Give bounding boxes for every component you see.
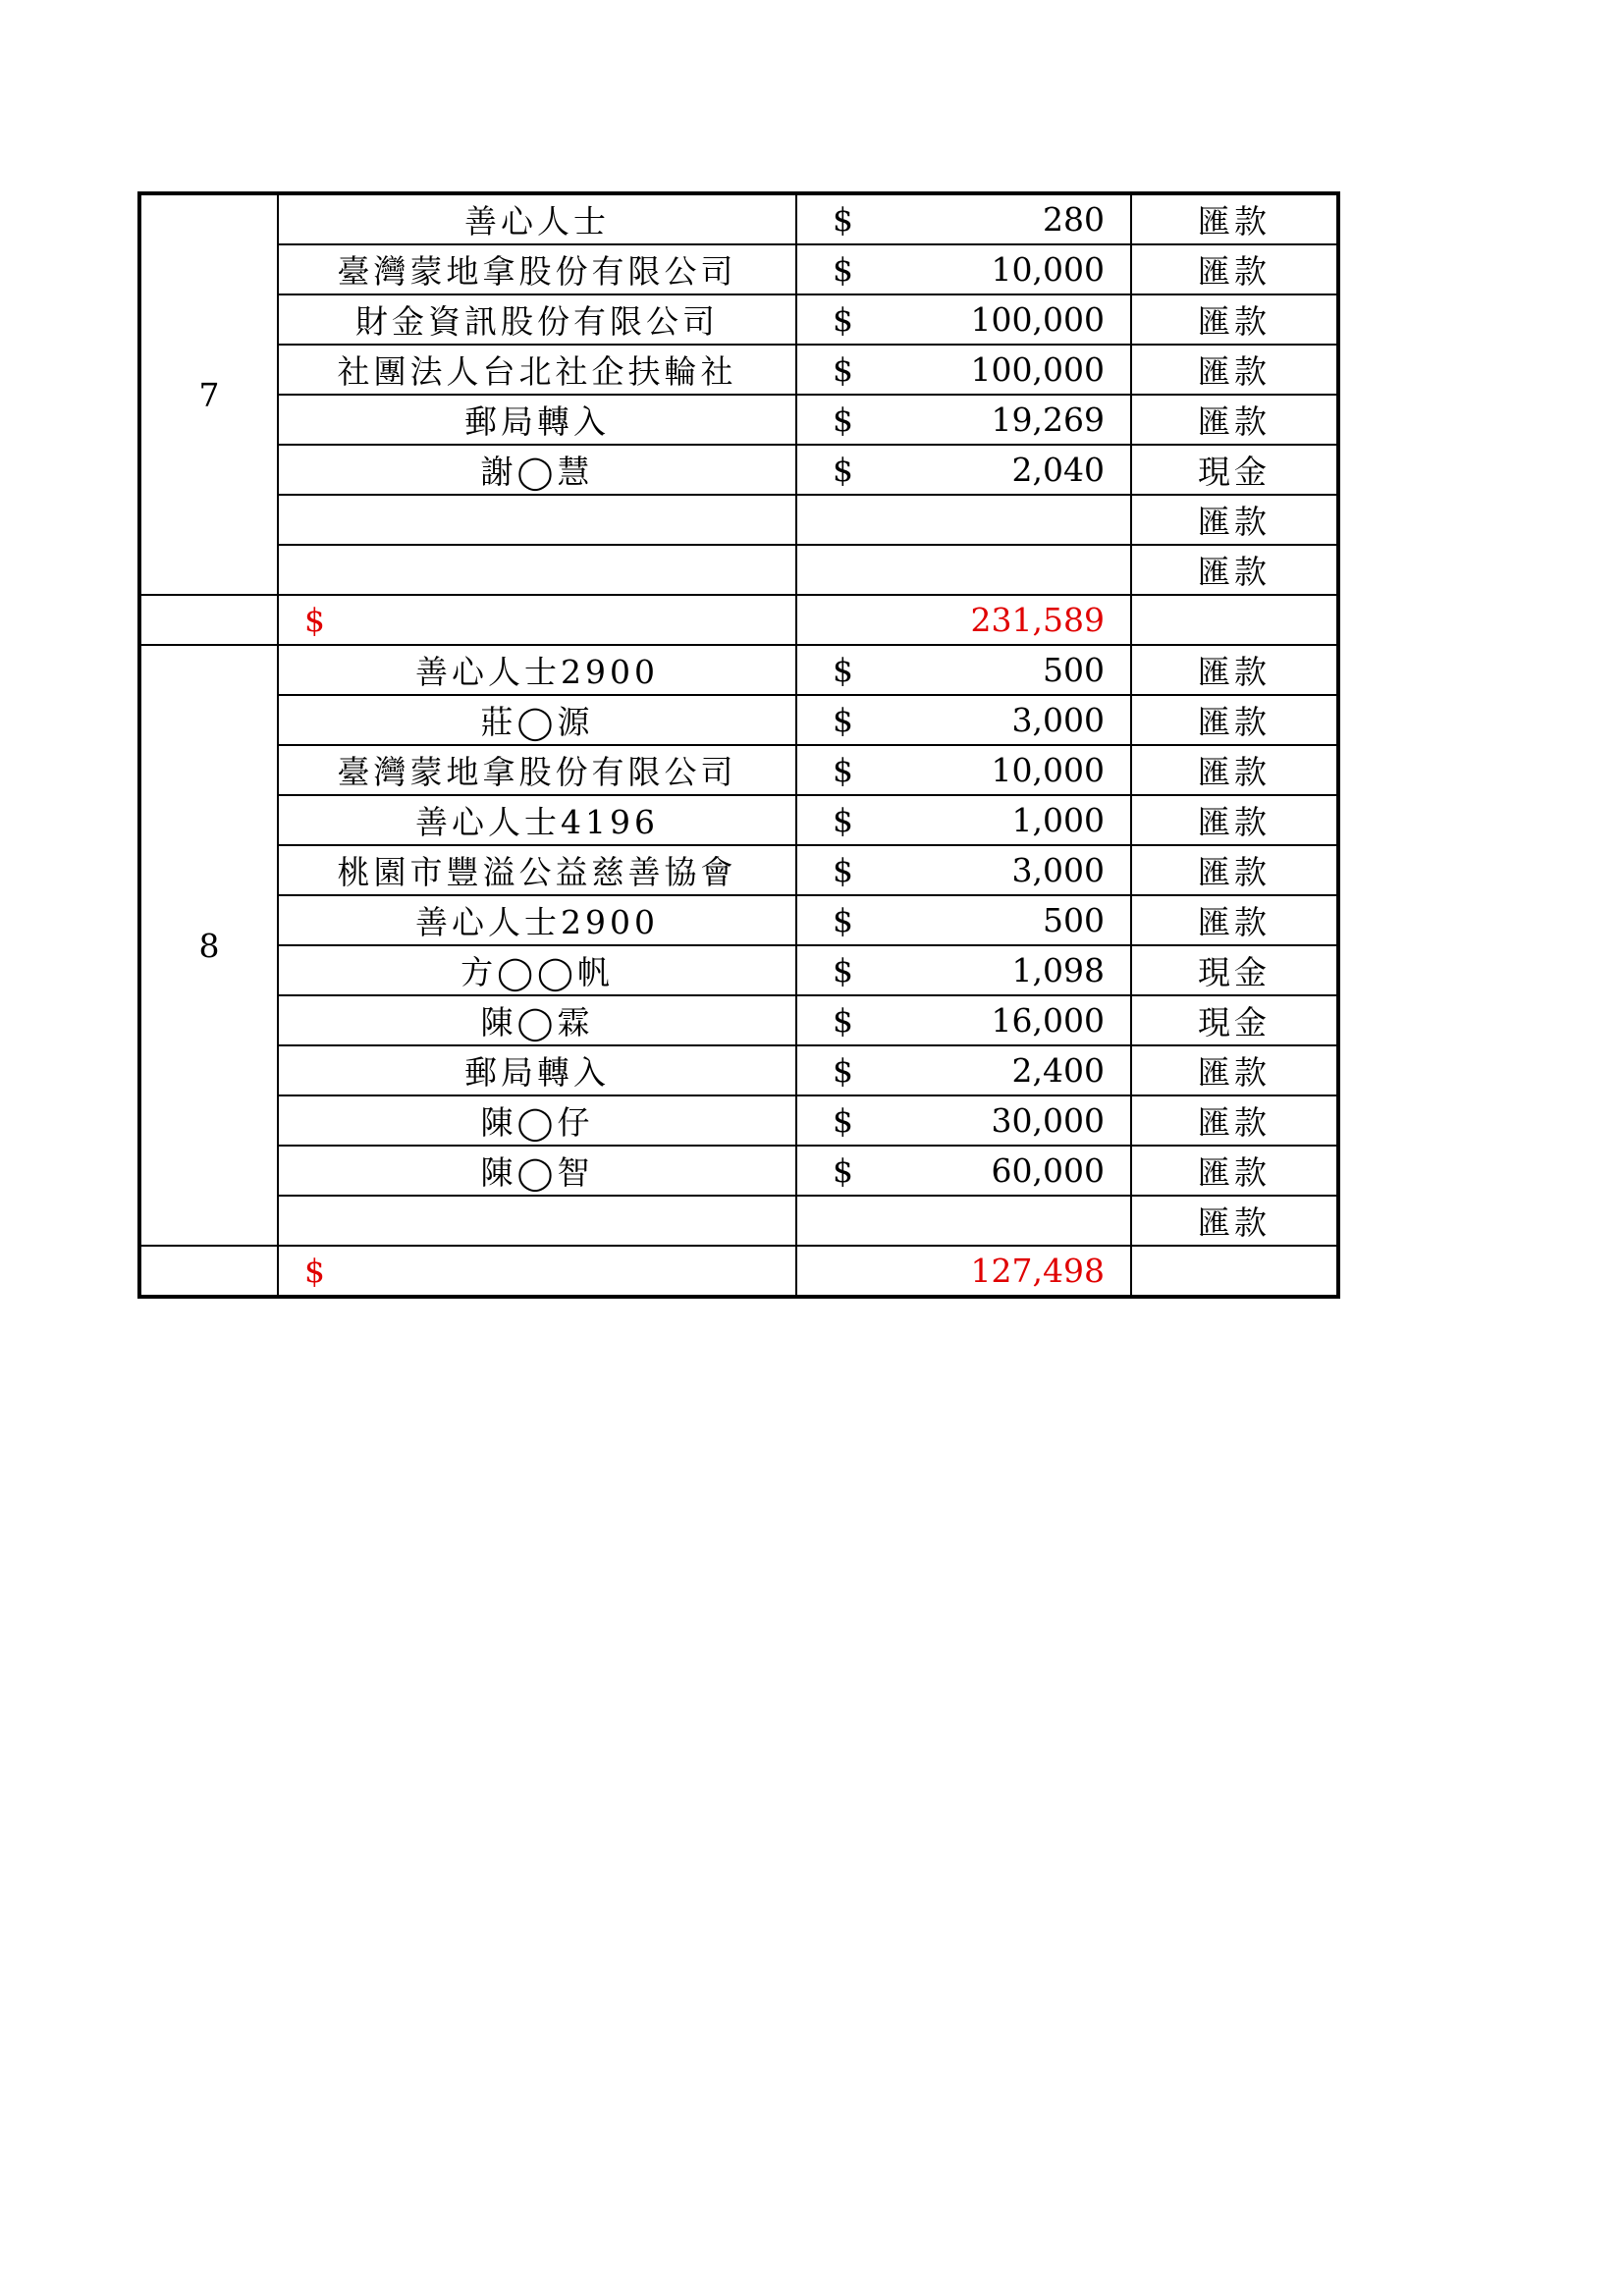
currency-symbol: $ [796, 695, 850, 745]
amount: 280 [850, 193, 1131, 244]
currency-symbol: $ [796, 745, 850, 795]
total-row [139, 1246, 1338, 1297]
amount: 3,000 [850, 695, 1131, 745]
amount [850, 545, 1131, 595]
donor-name: 陳◯仔 [278, 1095, 796, 1146]
table-row [139, 1146, 1338, 1196]
table-row [139, 695, 1338, 745]
donor-name [278, 545, 796, 595]
currency-symbol: $ [796, 1045, 850, 1095]
currency-symbol: $ [796, 895, 850, 945]
payment-method: 匯款 [1131, 745, 1338, 795]
donor-name: 郵局轉入 [278, 1045, 796, 1095]
donor-name [278, 1196, 796, 1246]
currency-symbol: $ [796, 995, 850, 1045]
ledger-body [139, 193, 1338, 1297]
total-currency-symbol: $ [278, 595, 796, 645]
currency-symbol-empty [796, 495, 850, 545]
total-method-blank [1131, 1246, 1338, 1297]
amount: 2,040 [850, 445, 1131, 495]
table-row [139, 945, 1338, 995]
donor-name: 臺灣蒙地拿股份有限公司 [278, 244, 796, 294]
total-currency-symbol: $ [278, 1246, 796, 1297]
amount: 3,000 [850, 845, 1131, 895]
table-row [139, 294, 1338, 345]
amount: 100,000 [850, 294, 1131, 345]
currency-symbol: $ [796, 445, 850, 495]
table-row [139, 995, 1338, 1045]
payment-method: 匯款 [1131, 294, 1338, 345]
table-row [139, 345, 1338, 395]
amount: 2,400 [850, 1045, 1131, 1095]
table-row [139, 1045, 1338, 1095]
payment-method: 匯款 [1131, 645, 1338, 695]
month-cell: 7 [139, 193, 278, 595]
payment-method: 匯款 [1131, 695, 1338, 745]
donor-name: 社團法人台北社企扶輪社 [278, 345, 796, 395]
amount: 500 [850, 645, 1131, 695]
donor-name: 善心人士 [278, 193, 796, 244]
payment-method: 匯款 [1131, 1146, 1338, 1196]
month-cell: 8 [139, 645, 278, 1246]
currency-symbol: $ [796, 945, 850, 995]
donor-name: 方◯◯帆 [278, 945, 796, 995]
payment-method: 匯款 [1131, 345, 1338, 395]
amount: 1,098 [850, 945, 1131, 995]
payment-method: 匯款 [1131, 795, 1338, 845]
amount: 1,000 [850, 795, 1131, 845]
payment-method: 匯款 [1131, 1045, 1338, 1095]
currency-symbol-empty [796, 545, 850, 595]
payment-method: 現金 [1131, 445, 1338, 495]
currency-symbol: $ [796, 294, 850, 345]
payment-method: 匯款 [1131, 895, 1338, 945]
payment-method: 匯款 [1131, 845, 1338, 895]
donor-name: 莊◯源 [278, 695, 796, 745]
total-amount: 127,498 [796, 1246, 1131, 1297]
total-row [139, 595, 1338, 645]
payment-method: 匯款 [1131, 193, 1338, 244]
table-row [139, 445, 1338, 495]
donor-name: 陳◯霖 [278, 995, 796, 1045]
table-row [139, 895, 1338, 945]
payment-method: 匯款 [1131, 1095, 1338, 1146]
payment-method: 匯款 [1131, 495, 1338, 545]
payment-method: 現金 [1131, 995, 1338, 1045]
donation-ledger [137, 191, 1336, 1299]
currency-symbol: $ [796, 795, 850, 845]
table-row [139, 845, 1338, 895]
amount: 60,000 [850, 1146, 1131, 1196]
table-row [139, 545, 1338, 595]
amount: 10,000 [850, 745, 1131, 795]
amount [850, 1196, 1131, 1246]
amount: 500 [850, 895, 1131, 945]
donor-name: 謝◯慧 [278, 445, 796, 495]
total-amount: 231,589 [796, 595, 1131, 645]
total-month-blank [139, 595, 278, 645]
payment-method: 匯款 [1131, 1196, 1338, 1246]
donor-name: 陳◯智 [278, 1146, 796, 1196]
amount: 19,269 [850, 395, 1131, 445]
donor-name: 善心人士2900 [278, 645, 796, 695]
table-row [139, 193, 1338, 244]
donor-name: 郵局轉入 [278, 395, 796, 445]
table-row [139, 244, 1338, 294]
donation-table [137, 191, 1340, 1299]
payment-method: 匯款 [1131, 545, 1338, 595]
currency-symbol: $ [796, 193, 850, 244]
amount: 100,000 [850, 345, 1131, 395]
currency-symbol: $ [796, 1095, 850, 1146]
amount: 16,000 [850, 995, 1131, 1045]
table-row [139, 645, 1338, 695]
table-row [139, 1196, 1338, 1246]
payment-method: 匯款 [1131, 395, 1338, 445]
total-method-blank [1131, 595, 1338, 645]
currency-symbol: $ [796, 845, 850, 895]
table-row [139, 395, 1338, 445]
donor-name: 善心人士2900 [278, 895, 796, 945]
donor-name [278, 495, 796, 545]
payment-method: 匯款 [1131, 244, 1338, 294]
currency-symbol: $ [796, 1146, 850, 1196]
donor-name: 臺灣蒙地拿股份有限公司 [278, 745, 796, 795]
donor-name: 善心人士4196 [278, 795, 796, 845]
currency-symbol-empty [796, 1196, 850, 1246]
currency-symbol: $ [796, 395, 850, 445]
amount [850, 495, 1131, 545]
donor-name: 財金資訊股份有限公司 [278, 294, 796, 345]
total-month-blank [139, 1246, 278, 1297]
currency-symbol: $ [796, 645, 850, 695]
payment-method: 現金 [1131, 945, 1338, 995]
table-row [139, 795, 1338, 845]
table-row [139, 495, 1338, 545]
amount: 30,000 [850, 1095, 1131, 1146]
table-row [139, 745, 1338, 795]
table-row [139, 1095, 1338, 1146]
currency-symbol: $ [796, 345, 850, 395]
amount: 10,000 [850, 244, 1131, 294]
donor-name: 桃園市豐溢公益慈善協會 [278, 845, 796, 895]
currency-symbol: $ [796, 244, 850, 294]
